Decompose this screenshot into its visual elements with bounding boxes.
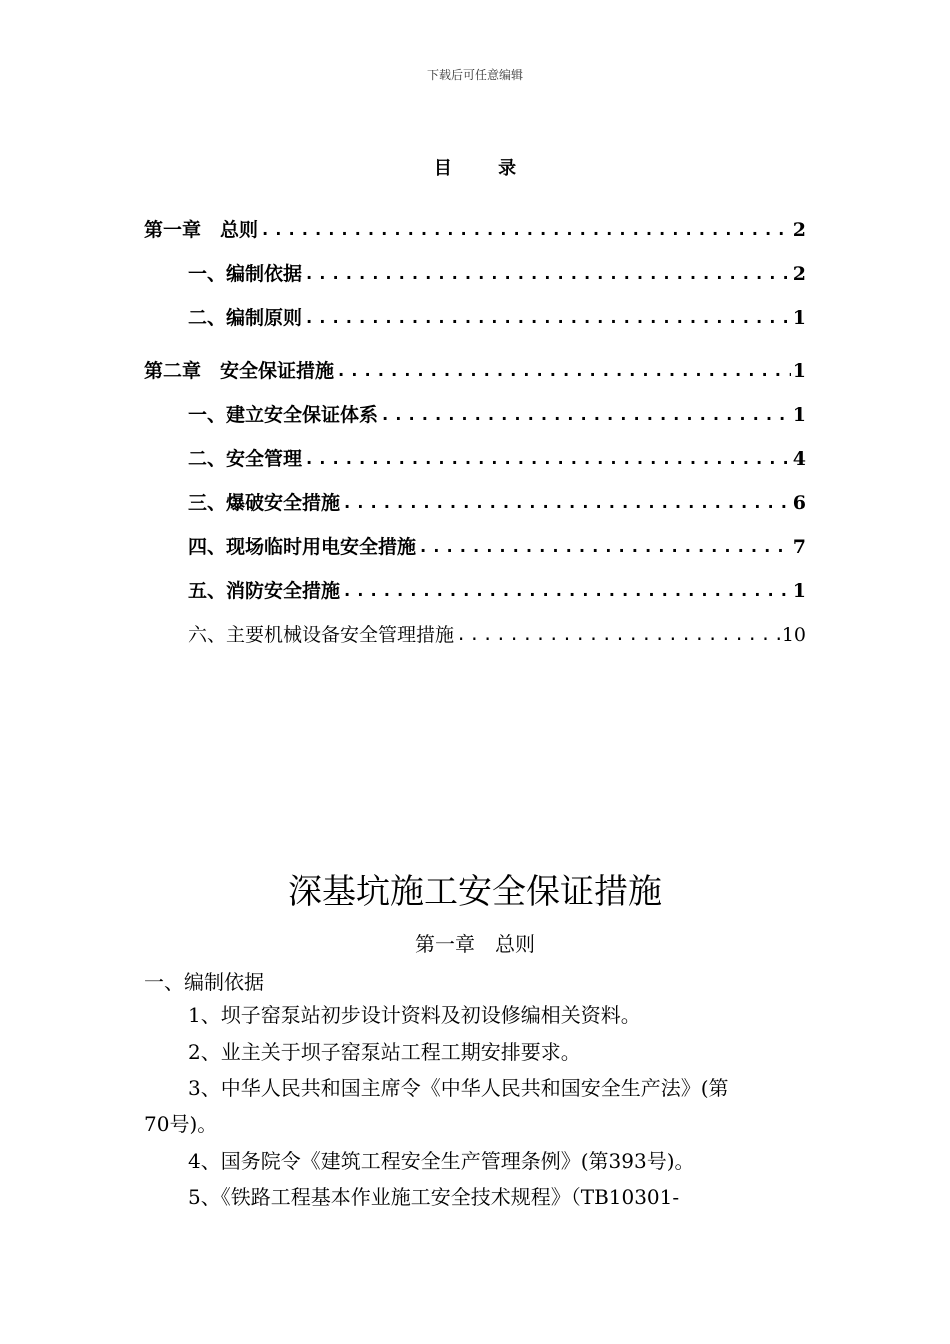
toc-entry-label: 一、建立安全保证体系	[188, 404, 379, 426]
toc-entry-label: 第二章 安全保证措施	[144, 360, 335, 382]
toc-entry-2-3[interactable]	[144, 489, 806, 517]
toc-entry-page: 2	[792, 219, 806, 241]
header-note: 下载后可任意编辑	[426, 68, 523, 82]
toc-entry-1-1[interactable]	[144, 260, 806, 288]
toc-entry-page: 4	[792, 448, 806, 470]
toc-leader-dots	[378, 401, 791, 429]
toc-leader-dots	[258, 216, 791, 244]
toc-entry-page: 7	[792, 536, 806, 558]
toc-leader-dots	[302, 260, 791, 288]
toc-entry-page: 1	[792, 580, 806, 602]
toc-entry-label: 六、主要机械设备安全管理措施	[188, 624, 455, 646]
toc-leader-dots	[334, 357, 791, 385]
toc-entry-page: 10	[781, 624, 806, 646]
toc-leader-dots	[340, 489, 791, 517]
toc-leader-dots	[302, 304, 791, 332]
paragraph-basis-4: 4、国务院令《建筑工程安全生产管理条例》(第393号)。	[188, 1149, 695, 1173]
document-title: 深基坑施工安全保证措施	[288, 872, 662, 912]
toc-entry-2-2[interactable]	[144, 445, 806, 473]
toc-entry-label: 第一章 总则	[144, 219, 259, 241]
paragraph-basis-1: 1、坝子窑泵站初步设计资料及初设修编相关资料。	[188, 1003, 641, 1027]
toc-entry-1-2[interactable]	[144, 304, 806, 332]
toc-entry-2-1[interactable]	[144, 401, 806, 429]
toc-entry-label: 五、消防安全措施	[188, 580, 341, 602]
toc-entry-chapter-2[interactable]	[144, 357, 806, 385]
toc-entry-page: 1	[792, 404, 806, 426]
paragraph-basis-3-continued: 70号)。	[144, 1112, 218, 1136]
toc-title: 目 录	[433, 158, 537, 179]
toc-entry-label: 二、编制原则	[188, 307, 303, 329]
toc-entry-2-5[interactable]	[144, 577, 806, 605]
toc-leader-dots	[416, 533, 791, 561]
toc-leader-dots	[302, 445, 791, 473]
toc-entry-chapter-1[interactable]	[144, 216, 806, 244]
chapter-heading: 第一章 总则	[415, 932, 535, 956]
toc-entry-label: 三、爆破安全措施	[188, 492, 341, 514]
toc-leader-dots	[340, 577, 791, 605]
section-heading: 一、编制依据	[144, 970, 264, 994]
toc-entry-2-6[interactable]	[144, 621, 806, 649]
toc-leader-dots	[454, 621, 780, 649]
toc-entry-label: 四、现场临时用电安全措施	[188, 536, 417, 558]
toc-entry-label: 二、安全管理	[188, 448, 303, 470]
toc-entry-label: 一、编制依据	[188, 263, 303, 285]
toc-entry-page: 2	[792, 263, 806, 285]
paragraph-basis-3: 3、中华人民共和国主席令《中华人民共和国安全生产法》(第	[188, 1076, 729, 1100]
toc-entry-page: 1	[792, 360, 806, 382]
toc-entry-2-4[interactable]	[144, 533, 806, 561]
toc-entry-page: 6	[792, 492, 806, 514]
paragraph-basis-5: 5、《铁路工程基本作业施工安全技术规程》（TB10301-	[188, 1185, 680, 1209]
toc-entry-page: 1	[792, 307, 806, 329]
paragraph-basis-2: 2、业主关于坝子窑泵站工程工期安排要求。	[188, 1040, 581, 1064]
